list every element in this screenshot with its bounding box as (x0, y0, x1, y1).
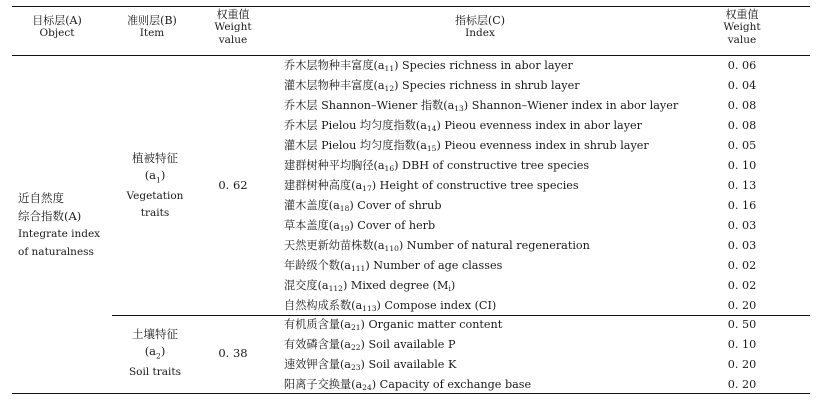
index-weight-value: 0. 08 (727, 99, 757, 112)
header-weight-c-en1: Weight (723, 21, 761, 33)
object-en-line1: Integrate index (18, 228, 101, 240)
table-row: 乔木层 Pielou 均匀度指数$(a_{14})$ Pieou evenness index in abor layer (284, 119, 643, 133)
group-vegetation-code: $(a_1)$ (144, 168, 166, 185)
header-weight-c-en2: value (727, 34, 757, 46)
header-item (112, 14, 192, 40)
table-row: 自然构成系数$(a_{113})$ Compose index (CI) (284, 299, 497, 313)
table-row: 有效磷含量$(a_{22})$ Soil available P (284, 338, 456, 352)
header-weight-b (205, 8, 261, 47)
index-weight-value: 0. 04 (727, 79, 757, 92)
group-soil (112, 326, 198, 381)
index-weight-value: 0. 02 (727, 279, 757, 292)
index-weight-value: 0. 20 (727, 299, 757, 312)
index-weight-value: 0. 10 (727, 159, 757, 172)
index-weight-value: 0. 20 (727, 378, 757, 391)
table-row: 灌木层 Pielou 均匀度指数$(a_{15})$ Pieou evenness index in shrub layer (284, 139, 649, 153)
index-weight-value: 0. 13 (727, 179, 757, 192)
table-row: 混交度$(a_{112})$ Mixed degree $(M_i)$ (284, 279, 456, 293)
header-item-zh: 准则层(B) (127, 14, 177, 27)
group-soil-weight: 0. 38 (218, 346, 248, 360)
header-weight-c-zh: 权重值 (725, 8, 759, 21)
table-row: 建群树种高度$(a_{17})$ Height of constructive tree species (284, 179, 579, 193)
table-row: 天然更新幼苗株数$(a_{110})$ Number of natural regeneration (284, 239, 590, 253)
index-weight-value: 0. 50 (727, 318, 757, 331)
index-weight-value: 0. 20 (727, 358, 757, 371)
header-index-en: Index (465, 27, 495, 39)
index-weight-value: 0. 06 (727, 59, 757, 72)
table-row: 阳离子交换量$(a_{24})$ Capacity of exchange base (284, 378, 532, 392)
index-weight-value: 0. 03 (727, 219, 757, 232)
header-object-en: Object (39, 27, 75, 39)
group-vegetation-en2: traits (140, 207, 170, 220)
table-row: 年龄级个数$(a_{111})$ Number of age classes (284, 259, 503, 273)
object-label (18, 189, 100, 261)
object-zh-line2: 综合指数(A) (18, 209, 82, 223)
index-weight-value: 0. 02 (727, 259, 757, 272)
header-weight-c (714, 8, 770, 47)
index-weight-value: 0. 08 (727, 119, 757, 132)
index-weight-value: 0. 05 (727, 139, 757, 152)
index-weight-value: 0. 10 (727, 338, 757, 351)
table-row: 建群树种平均胸径$(a_{16})$ DBH of constructive tree species (284, 159, 590, 173)
table-row: 灌木层物种丰富度$(a_{12})$ Species richness in shrub layer (284, 79, 580, 93)
header-weight-b-en2: value (218, 34, 248, 46)
group-vegetation (112, 150, 198, 222)
object-en-line2: of naturalness (18, 246, 94, 258)
header-object-zh: 目标层(A) (32, 14, 82, 27)
group-vegetation-zh: 植被特征 (132, 151, 178, 165)
object-zh-line1: 近自然度 (18, 191, 64, 205)
group-soil-zh: 土壤特征 (132, 327, 178, 341)
group-soil-en: Soil traits (128, 366, 182, 379)
table-row: 乔木层 Shannon–Wiener 指数$(a_{13})$ Shannon–Wiener index in abor layer (284, 99, 679, 113)
header-weight-b-en1: Weight (214, 21, 252, 33)
header-item-en: Item (139, 27, 165, 39)
header-index-zh: 指标层(C) (455, 14, 505, 27)
header-object (12, 14, 102, 40)
table-top-rule (12, 6, 810, 7)
group-vegetation-weight: 0. 62 (218, 178, 248, 192)
table-row: 速效钾含量$(a_{23})$ Soil available K (284, 358, 457, 372)
group-soil-code: $(a_2)$ (144, 344, 166, 361)
table-row: 有机质含量$(a_{21})$ Organic matter content (284, 318, 503, 332)
index-weight-value: 0. 03 (727, 239, 757, 252)
table-row: 乔木层物种丰富度$(a_{11})$ Species richness in abor layer (284, 59, 573, 73)
table-row: 灌木盖度$(a_{18})$ Cover of shrub (284, 199, 442, 213)
header-index (380, 14, 580, 40)
header-weight-b-zh: 权重值 (216, 8, 250, 21)
table-row: 草本盖度$(a_{19})$ Cover of herb (284, 219, 436, 233)
index-weight-value: 0. 16 (727, 199, 757, 212)
group-vegetation-en1: Vegetation (126, 190, 184, 203)
